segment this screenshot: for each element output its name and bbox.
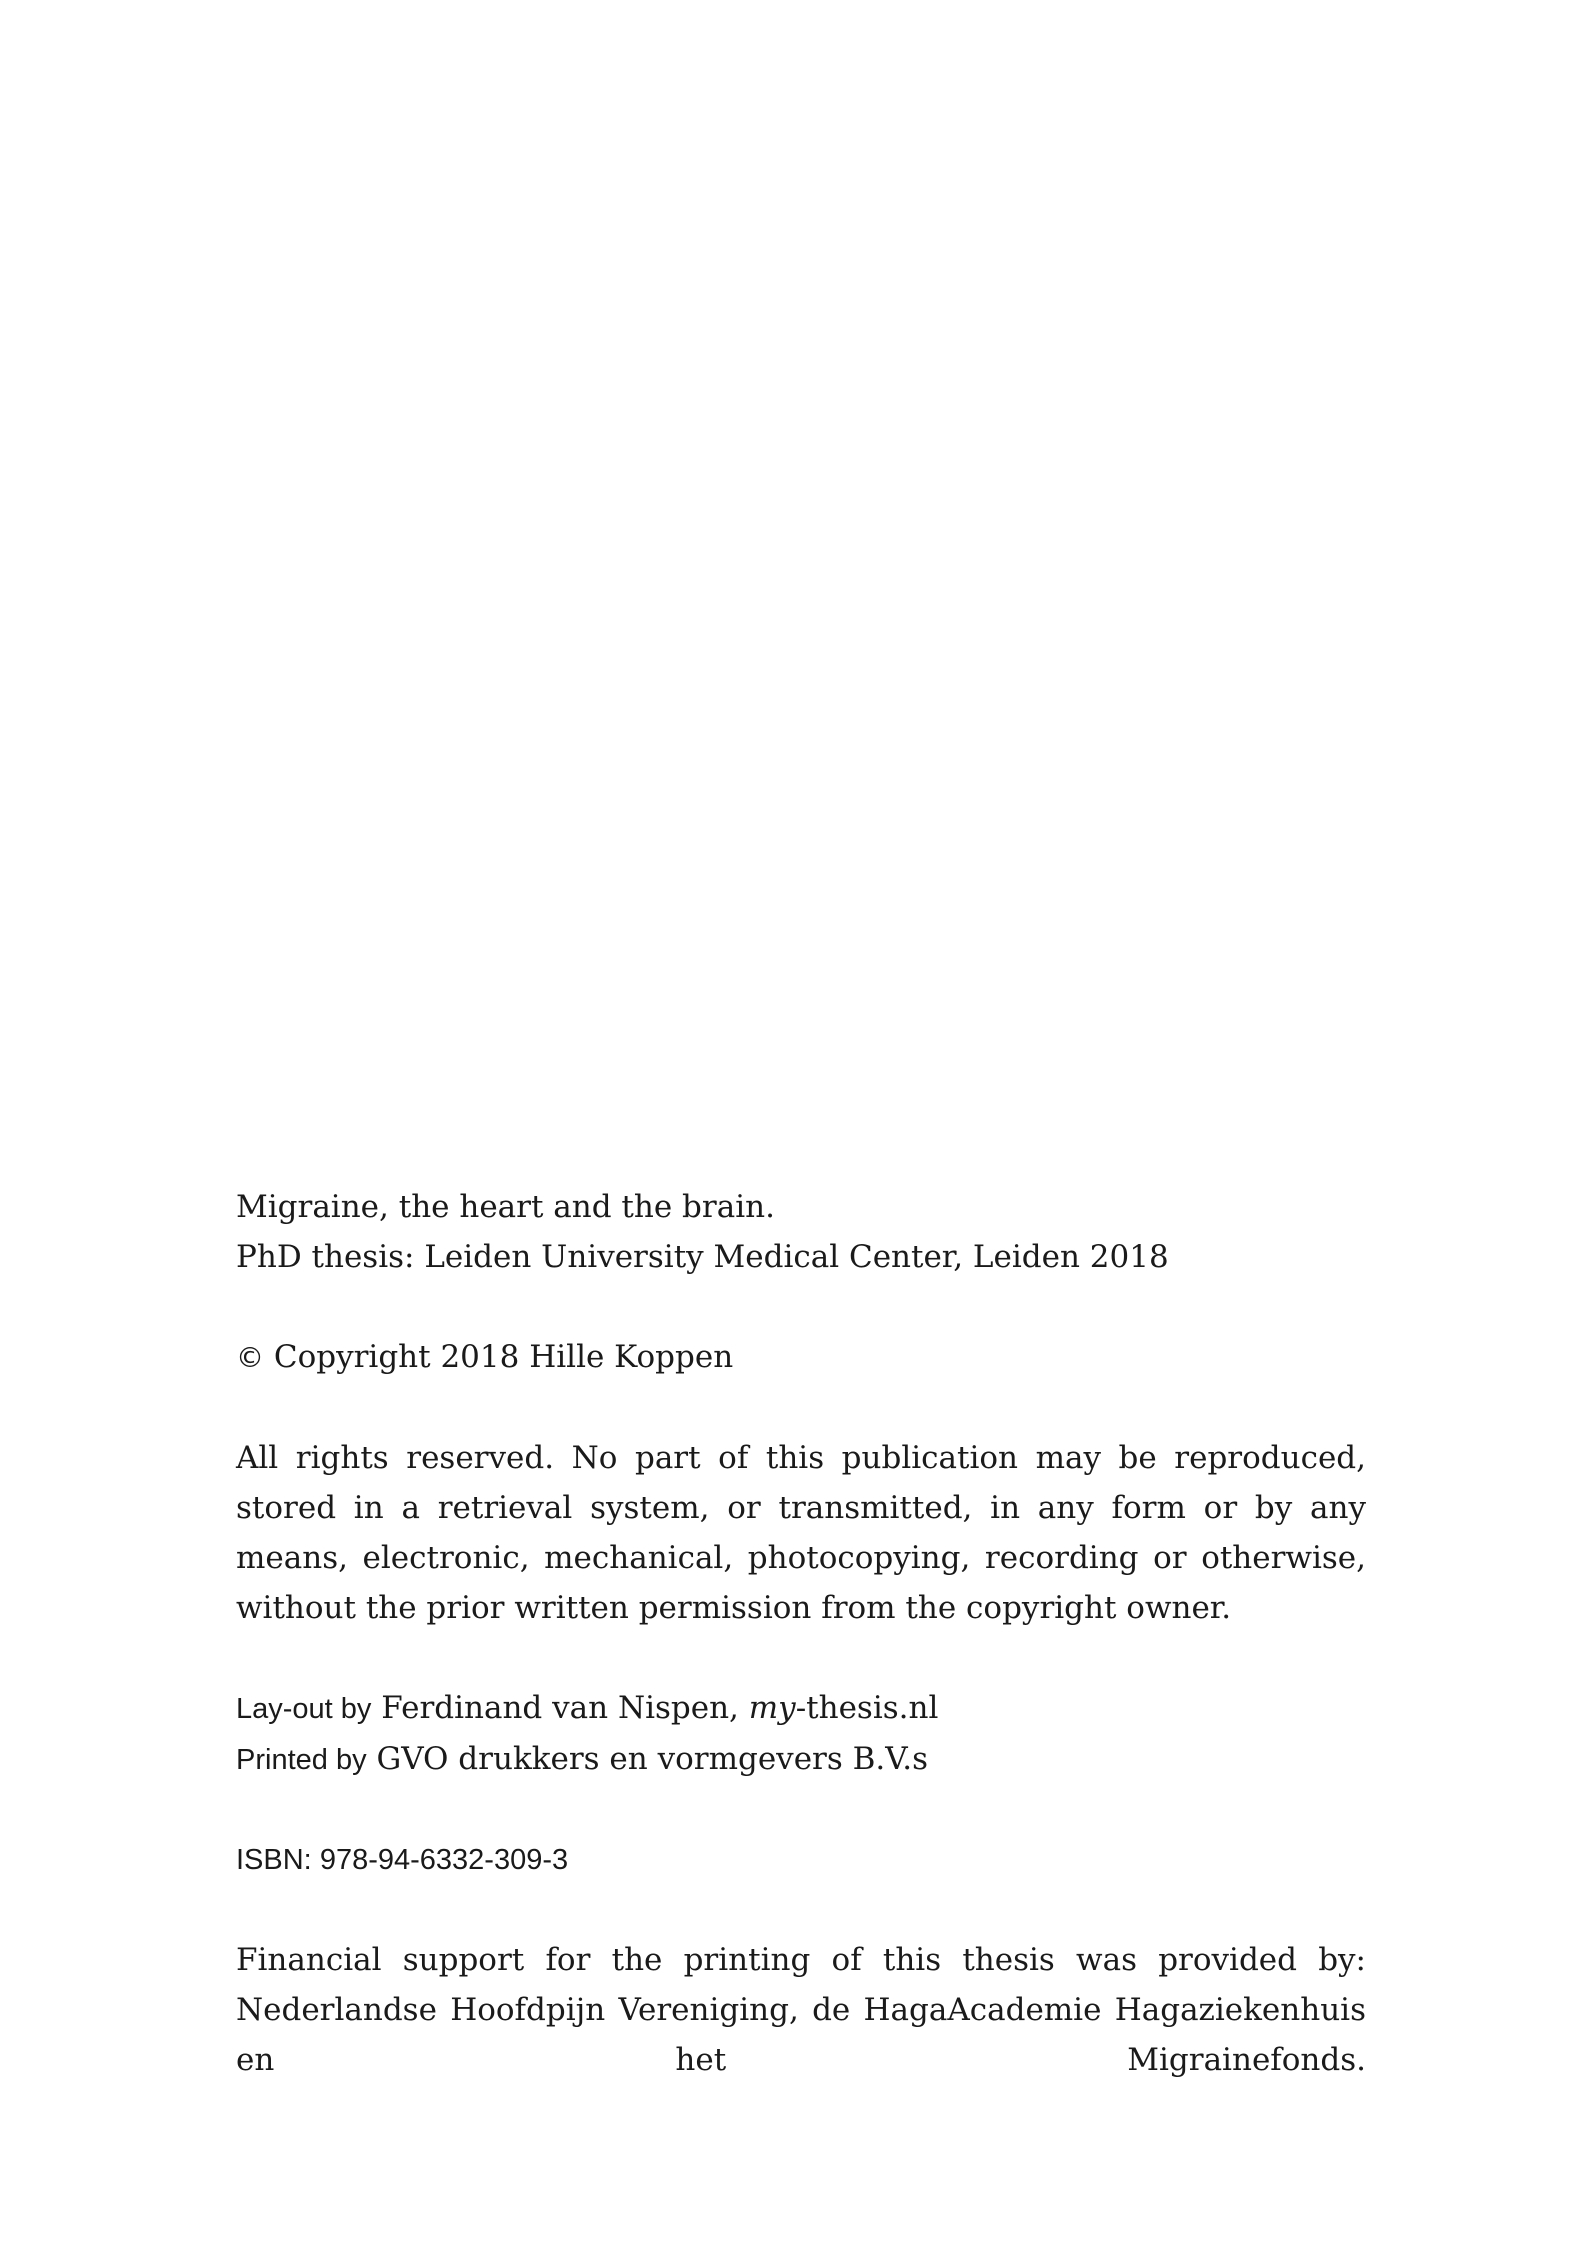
credits-block — [236, 1683, 1366, 1785]
printed-prefix: Printed by — [236, 1744, 367, 1776]
thesis-line: PhD thesis: Leiden University Medical Center, Leiden 2018 — [236, 1239, 1169, 1275]
layout-credit — [236, 1683, 1366, 1734]
isbn-label: ISBN: — [236, 1844, 312, 1876]
colophon — [236, 1182, 1366, 2085]
printer-credit — [236, 1734, 1366, 1785]
rights-paragraph: All rights reserved. No part of this publication may be reproduced, stored in a retrieval system, or transmitted, in any form or by any means, electronic, mechanical, photocopying, recording or otherwise, without the prior written permission from the copyright owner. — [236, 1440, 1366, 1626]
layout-prefix: Lay-out by — [236, 1693, 372, 1725]
copyright-symbol: © — [236, 1341, 264, 1374]
copyright-line — [236, 1332, 1366, 1383]
copyright-text: Copyright 2018 Hille Koppen — [273, 1339, 734, 1375]
printer-name: GVO drukkers en vormgevers B.V.s — [376, 1741, 928, 1777]
layout-name: Ferdinand van Nispen, — [381, 1690, 739, 1726]
isbn-line — [236, 1835, 1366, 1885]
layout-site-rest: -thesis.nl — [795, 1690, 939, 1726]
financial-support: Financial support for the printing of this thesis was provided by: Nederlandse Hoofdpijn Vereniging, de HagaAcademie Hagaziekenhuis en het Migrainefonds. — [236, 1942, 1366, 2078]
layout-site-italic: my — [748, 1690, 796, 1726]
title-block — [236, 1182, 1366, 1282]
book-title: Migraine, the heart and the brain. — [236, 1189, 775, 1225]
isbn-value: 978-94-6332-309-3 — [319, 1844, 569, 1876]
